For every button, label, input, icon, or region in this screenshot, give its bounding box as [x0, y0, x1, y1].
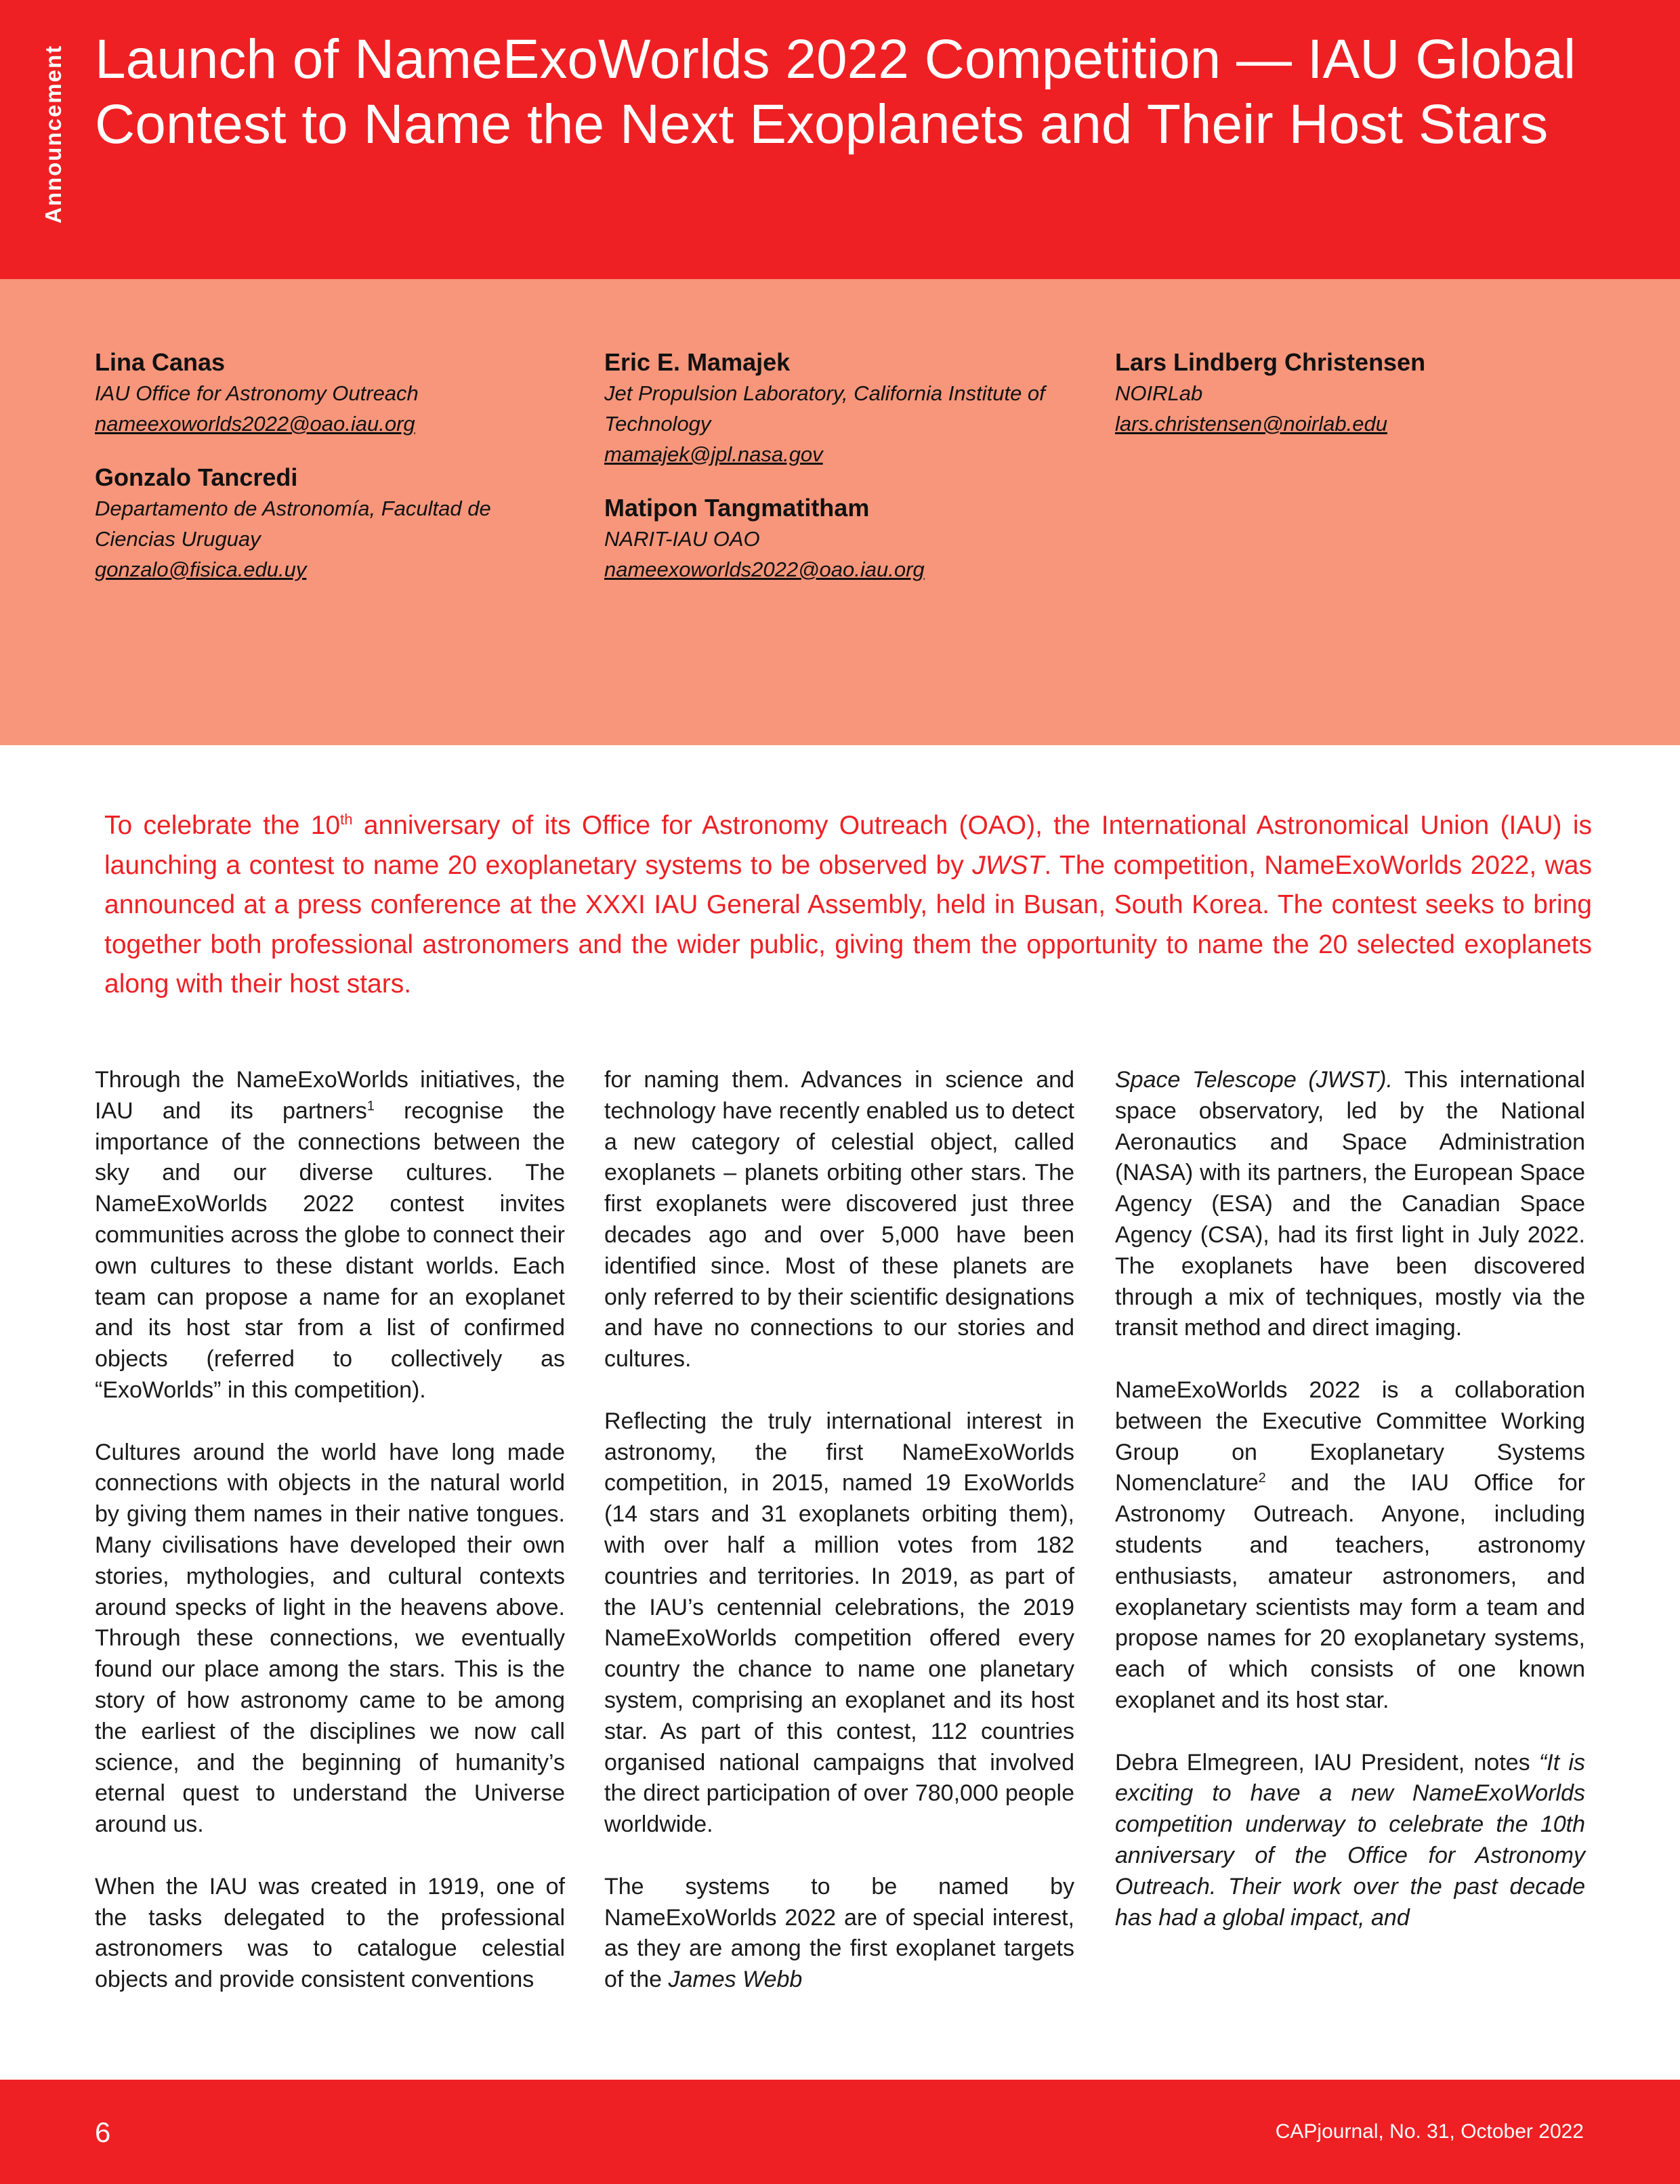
author-email-link[interactable]: gonzalo@fisica.edu.uy: [95, 558, 307, 581]
author-name: Lars Lindberg Christensen: [1115, 348, 1426, 376]
lead-text: anniversary of its Office for Astronomy Outreach (OAO), the International Astronomical Union (IAU) is launching a contest to name 20 exoplanetary systems to be observed by: [104, 811, 1593, 880]
lead-text: . The competition, NameExoWorlds 2022, was announced at a press conference at the XXXI IAU General Assembly, held in Busan, South Korea. The contest seeks to bring together both professional astronomers and the wider public, giving them the opportunity to name the 20 selected exoplanets along with their host stars.: [104, 850, 1593, 999]
body-paragraph: Cultures around the world have long made connections with objects in the natural world by giving them names in their native tongues. Many civilisations have developed their own stories, mythologies, and cultural contexts around specks of light in the heavens above. Through these connections, we eventually found our place among the stars. This is the story of how astronomy came to be among the earliest of the disciplines we now call science, and the beginning of humanity’s eternal quest to understand the Universe around us.: [95, 1439, 565, 1838]
body-column-1: [95, 1065, 565, 1996]
author-entry: [95, 347, 569, 439]
author-column-1: [95, 347, 569, 608]
author-entry: [604, 347, 1078, 469]
body-paragraph: [1115, 1375, 1585, 1717]
page-number: 6: [95, 2116, 111, 2148]
body-column-3: [1115, 1065, 1585, 1933]
lead-text: To celebrate the 10: [104, 811, 341, 840]
lead-italic: JWST: [972, 850, 1045, 880]
body-italic: Space Telescope (JWST).: [1115, 1067, 1393, 1093]
header-band: [0, 0, 1680, 279]
body-italic: James Webb: [668, 1967, 803, 1993]
body-text: and the IAU Office for Astronomy Outreach. Anyone, including students and teachers, astronomy enthusiasts, amateur astronomers, and exoplanetary scientists may form a team and propose names for 20 exoplanetary systems, each of which consists of one known exoplanet and its host star.: [1115, 1470, 1585, 1713]
footer-band: [0, 2080, 1680, 2184]
article-title: Launch of NameExoWorlds 2022 Competition — IAU Global Contest to Name the Next Exoplanets and Their Host Stars: [95, 28, 1576, 155]
author-email-link[interactable]: nameexoworlds2022@oao.iau.org: [604, 558, 925, 581]
author-name: Gonzalo Tancredi: [95, 463, 298, 491]
footnote-ref: 2: [1258, 1471, 1266, 1486]
footnote-ref: 1: [366, 1098, 375, 1114]
body-text: Through the NameExoWorlds initiatives, the IAU and its partners: [95, 1067, 565, 1124]
authors-band: [0, 279, 1680, 745]
author-column-2: [604, 347, 1078, 608]
body-paragraph: for naming them. Advances in science and technology have recently enabled us to detect a new category of celestial object, called exoplanets – planets orbiting other stars. The first exoplanets were discovered just three decades ago and over 5,000 have been identified since. Most of these planets are only referred to by their scientific designations and have no connections to our stories and cultures.: [604, 1067, 1074, 1372]
body-paragraph: [1115, 1065, 1585, 1344]
body-paragraph: [604, 1872, 1074, 1996]
author-affiliation: Jet Propulsion Laboratory, California Institute of Technology: [604, 381, 1045, 436]
body-text: The systems to be named by NameExoWorlds 2022 are of special interest, as they are among the first exoplanet targets of the: [604, 1873, 1074, 1993]
author-name: Matipon Tangmatitham: [604, 494, 870, 522]
author-entry: [95, 462, 569, 585]
body-paragraph: Reflecting the truly international interest in astronomy, the first NameExoWorlds competition, in 2015, named 19 ExoWorlds (14 stars and 31 exoplanets orbiting them), with over half a million votes from 182 countries and territories. In 2019, as part of the IAU’s centennial celebrations, the 2019 NameExoWorlds competition offered every country the chance to name one planetary system, comprising an exoplanet and its host star. As part of this contest, 112 countries organised national campaigns that involved the direct participation of over 780,000 people worldwide.: [604, 1408, 1074, 1838]
body-paragraph: [1115, 1748, 1585, 1934]
author-email-link[interactable]: nameexoworlds2022@oao.iau.org: [95, 412, 415, 436]
author-name: Lina Canas: [95, 348, 226, 376]
author-affiliation: Departamento de Astronomía, Facultad de Ciencias Uruguay: [95, 497, 491, 551]
body-paragraph: When the IAU was created in 1919, one of the tasks delegated to the professional astronomers was to catalogue celestial objects and provide consistent conventions: [95, 1873, 565, 1993]
section-label: Announcement: [41, 44, 66, 224]
author-affiliation: IAU Office for Astronomy Outreach: [95, 381, 419, 405]
body-text: This international space observatory, led by the National Aeronautics and Space Administration (NASA) with its partners, the European Space Agency (ESA) and the Canadian Space Agency (CSA), had its first light in July 2022. The exoplanets have been discovered through a mix of techniques, mostly via the transit method and direct imaging.: [1115, 1067, 1585, 1341]
author-affiliation: NOIRLab: [1115, 381, 1203, 405]
body-column-2: [604, 1065, 1074, 1996]
journal-info: CAPjournal, No. 31, October 2022: [1275, 2120, 1584, 2143]
body-text: NameExoWorlds 2022 is a collaboration between the Executive Committee Working Group on Exoplanetary Systems Nomenclature: [1115, 1377, 1585, 1496]
body-text: Debra Elmegreen, IAU President, notes: [1115, 1749, 1539, 1776]
author-email-link[interactable]: mamajek@jpl.nasa.gov: [604, 442, 823, 466]
author-entry: [604, 492, 1078, 585]
author-affiliation: NARIT-IAU OAO: [604, 527, 760, 551]
lead-superscript: th: [340, 811, 353, 828]
body-text: recognise the importance of the connections between the sky and our diverse cultures. The NameExoWorlds 2022 contest invites communities across the globe to connect their own cultures to these distant worlds. Each team can propose a name for an exoplanet and its host star from a list of confirmed objects (referred to collectively as “ExoWorlds” in this competition).: [95, 1097, 565, 1403]
author-column-3: [1115, 347, 1589, 462]
author-entry: [1115, 347, 1589, 439]
lead-paragraph: [104, 806, 1592, 1005]
author-email-link[interactable]: lars.christensen@noirlab.edu: [1115, 412, 1387, 436]
body-quote: “It is exciting to have a new NameExoWorlds competition underway to celebrate the 10th anniversary of the Office for Astronomy Outreach. Their work over the past decade has had a global impact, and: [1115, 1749, 1585, 1931]
body-paragraph: [95, 1065, 565, 1406]
author-name: Eric E. Mamajek: [604, 348, 791, 376]
